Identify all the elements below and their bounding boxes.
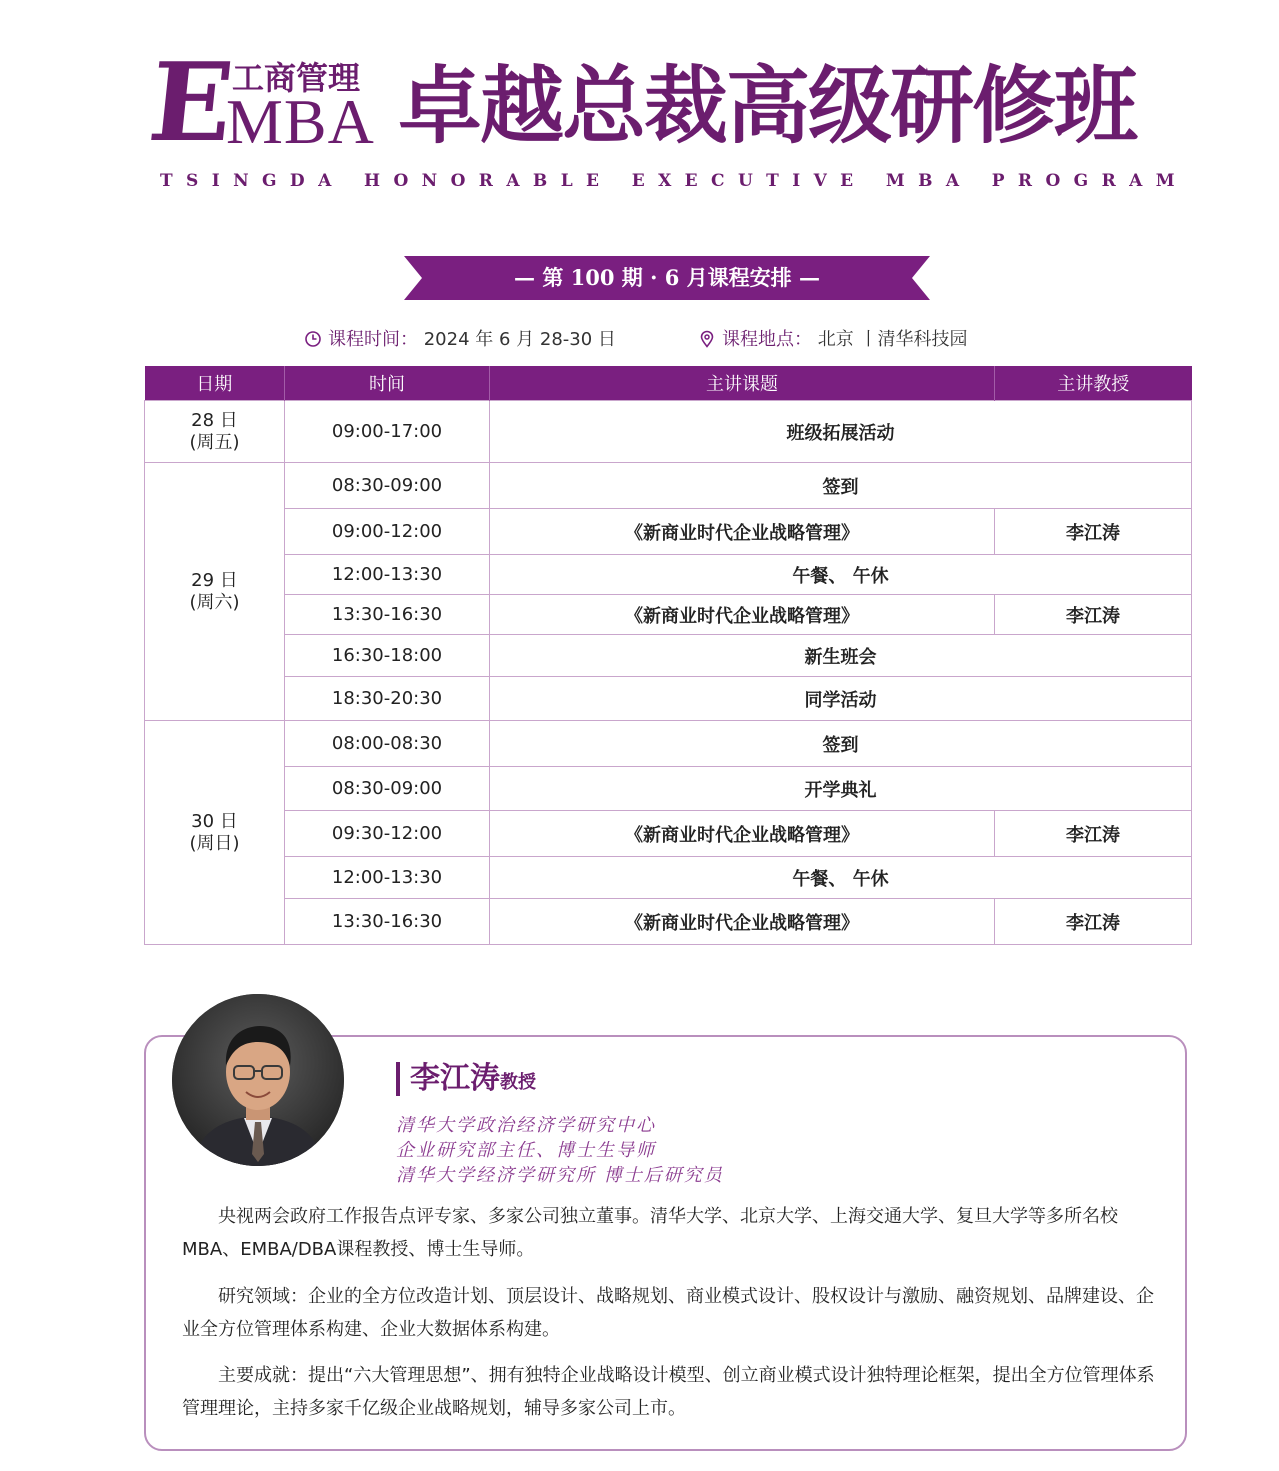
weekday-label: (周六) [189,591,240,613]
schedule-table [144,366,1192,945]
table-row [145,899,1192,945]
time-cell: 13:30-16:30 [285,595,490,635]
banner-text: — 第 100 期 · 6 月课程安排 — [514,265,820,290]
table-row [145,509,1192,555]
weekday-label: (周五) [189,431,240,453]
topic-cell: 午餐、 午休 [490,857,1192,899]
table-row [145,463,1192,509]
table-row [145,635,1192,677]
time-cell: 12:00-13:30 [285,857,490,899]
header-date: 日期 [145,366,285,401]
topic-cell: 《新商业时代企业战略管理》 [490,811,995,857]
course-place-value: 北京 丨清华科技园 [817,329,968,350]
topic-cell: 《新商业时代企业战略管理》 [490,509,995,555]
professor-positions [396,1113,724,1188]
time-cell: 09:00-17:00 [285,401,490,463]
course-time-value: 2024 年 6 月 28-30 日 [423,329,616,350]
course-time [304,326,616,354]
topic-cell: 同学活动 [490,677,1192,721]
time-cell: 16:30-18:00 [285,635,490,677]
topic-cell: 《新商业时代企业战略管理》 [490,595,995,635]
professor-name-text: 李江涛 [410,1061,500,1096]
position-line: 清华大学经济学研究所 博士后研究员 [396,1165,724,1186]
topic-cell: 开学典礼 [490,767,1192,811]
session-banner [404,256,930,300]
topic-cell: 午餐、 午休 [490,555,1192,595]
date-cell [145,463,285,721]
position-line: 清华大学政治经济学研究中心 [396,1115,656,1136]
professor-name [396,1062,536,1096]
professor-cell: 李江涛 [995,509,1192,555]
page-title: 卓越总裁高级研修班 [398,56,1137,155]
course-place-label: 课程地点： [722,329,812,350]
topic-cell: 《新商业时代企业战略管理》 [490,899,995,945]
professor-cell: 李江涛 [995,595,1192,635]
professor-cell: 李江涛 [995,811,1192,857]
course-place [698,326,967,354]
table-row [145,811,1192,857]
portrait-image [172,994,344,1166]
bio-paragraph-research: 研究领域：企业的全方位改造计划、顶层设计、战略规划、商业模式设计、股权设计与激励、融资规划、品牌建设、企业全方位管理体系构建、企业大数据体系构建。 [182,1286,1154,1340]
table-header-row [145,366,1192,401]
course-time-label: 课程时间： [328,329,418,350]
professor-cell: 李江涛 [995,899,1192,945]
logo-mba-text: MBA [226,86,375,157]
date-label: 29 日 [191,569,238,591]
topic-cell: 班级拓展活动 [490,401,1192,463]
time-cell: 09:30-12:00 [285,811,490,857]
time-cell: 18:30-20:30 [285,677,490,721]
time-cell: 12:00-13:30 [285,555,490,595]
table-row [145,721,1192,767]
time-cell: 08:00-08:30 [285,721,490,767]
table-row [145,857,1192,899]
date-label: 28 日 [191,409,238,431]
clock-icon [304,330,322,348]
weekday-label: (周日) [189,832,240,854]
topic-cell: 新生班会 [490,635,1192,677]
table-row [145,767,1192,811]
time-cell: 08:30-09:00 [285,767,490,811]
table-row [145,677,1192,721]
header-professor: 主讲教授 [995,366,1192,401]
bio-paragraph-intro: 央视两会政府工作报告点评专家、多家公司独立董事。清华大学、北京大学、上海交通大学、复旦大学等多所名校MBA、EMBA/DBA课程教授、博士生导师。 [182,1206,1118,1260]
table-row [145,595,1192,635]
logo-subtitle: 工商管理 [232,59,361,97]
table-row [145,555,1192,595]
time-cell: 09:00-12:00 [285,509,490,555]
professor-photo [172,994,344,1166]
date-cell [145,721,285,945]
topic-cell: 签到 [490,721,1192,767]
table-row [145,401,1192,463]
header-time: 时间 [285,366,490,401]
professor-title: 教授 [500,1072,536,1093]
date-label: 30 日 [191,810,238,832]
header-topic: 主讲课题 [490,366,995,401]
date-cell [145,401,285,463]
position-line: 企业研究部主任、博士生导师 [396,1140,656,1161]
time-cell: 13:30-16:30 [285,899,490,945]
time-cell: 08:30-09:00 [285,463,490,509]
location-pin-icon [698,330,716,348]
topic-cell: 签到 [490,463,1192,509]
program-english-title: TSINGDA HONORABLE EXECUTIVE MBA PROGRAM [160,171,1188,191]
bio-paragraph-achievements: 主要成就：提出“六大管理思想”、拥有独特企业战略设计模型、创立商业模式设计独特理论框架，提出全方位管理体系管理理论，主持多家千亿级企业战略规划，辅导多家公司上市。 [182,1365,1155,1419]
emba-logo-letter: E [143,40,239,166]
